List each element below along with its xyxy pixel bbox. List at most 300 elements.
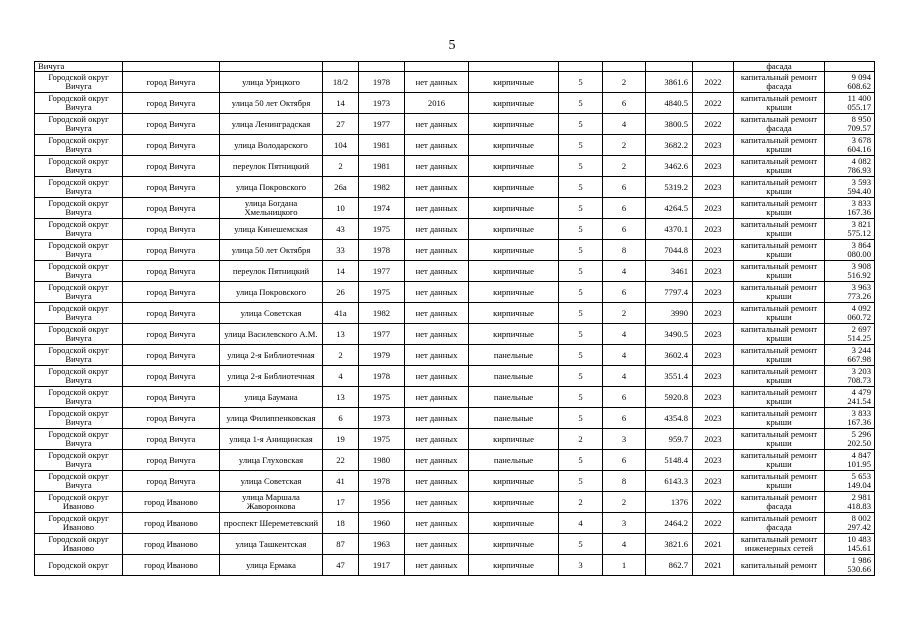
- cell-municipality: Городской округ Вичуга: [35, 303, 123, 324]
- cell-reconstruction-year: нет данных: [405, 282, 469, 303]
- cell-wall-material: кирпичные: [469, 555, 559, 576]
- table-row: [35, 387, 875, 408]
- cell-reconstruction-year: 2016: [405, 93, 469, 114]
- cell-settlement: город Иваново: [123, 513, 220, 534]
- cell-house-number: 43: [323, 219, 359, 240]
- cell-settlement: город Вичуга: [123, 408, 220, 429]
- cell-reconstruction-year: нет данных: [405, 240, 469, 261]
- cell-entrances: 4: [603, 324, 646, 345]
- cell-build-year: 1982: [359, 303, 405, 324]
- cell-wall-material: панельные: [469, 345, 559, 366]
- cell-entrances: 6: [603, 177, 646, 198]
- cell-street: улица Покровского: [220, 282, 323, 303]
- cell-floors: 5: [559, 114, 603, 135]
- cell-area: 7044.8: [646, 240, 693, 261]
- cell-reconstruction-year: нет данных: [405, 408, 469, 429]
- cell-street: переулок Пятницкий: [220, 156, 323, 177]
- table-row: [35, 366, 875, 387]
- cell-street: улица Ташкентская: [220, 534, 323, 555]
- cell-reconstruction-year: нет данных: [405, 471, 469, 492]
- cell-repair-year: 2023: [693, 198, 734, 219]
- cell-floors: 5: [559, 324, 603, 345]
- cell-wall-material: панельные: [469, 408, 559, 429]
- cell-municipality: Городской округ Вичуга: [35, 450, 123, 471]
- cell-build-year: 1978: [359, 240, 405, 261]
- cell-reconstruction-year: нет данных: [405, 387, 469, 408]
- cell-floors: 5: [559, 366, 603, 387]
- cell-wall-material: кирпичные: [469, 219, 559, 240]
- cell-cost: 3 593 594.40: [825, 177, 875, 198]
- cell-cost: 8 950 709.57: [825, 114, 875, 135]
- cell-repair-year: 2023: [693, 156, 734, 177]
- cell-entrances: 2: [603, 72, 646, 93]
- table-row: [35, 62, 875, 72]
- cell-street: [220, 62, 323, 72]
- cell-street: улица Кинешемская: [220, 219, 323, 240]
- cell-house-number: 22: [323, 450, 359, 471]
- cell-cost: 1 986 530.66: [825, 555, 875, 576]
- cell-work-type: капитальный ремонт крыши: [734, 429, 825, 450]
- cell-repair-year: 2023: [693, 282, 734, 303]
- cell-municipality: Городской округ Вичуга: [35, 135, 123, 156]
- cell-build-year: 1973: [359, 93, 405, 114]
- cell-repair-year: 2023: [693, 303, 734, 324]
- cell-municipality: Городской округ Вичуга: [35, 156, 123, 177]
- cell-wall-material: кирпичные: [469, 513, 559, 534]
- cell-street: улица Ермака: [220, 555, 323, 576]
- cell-municipality: Вичуга: [35, 62, 123, 72]
- cell-house-number: 2: [323, 156, 359, 177]
- cell-settlement: город Вичуга: [123, 261, 220, 282]
- table-row: [35, 135, 875, 156]
- cell-reconstruction-year: нет данных: [405, 261, 469, 282]
- table-row: [35, 198, 875, 219]
- cell-settlement: город Вичуга: [123, 345, 220, 366]
- table-row: [35, 72, 875, 93]
- cell-house-number: 104: [323, 135, 359, 156]
- table-row: [35, 345, 875, 366]
- cell-build-year: 1981: [359, 156, 405, 177]
- cell-settlement: город Вичуга: [123, 219, 220, 240]
- cell-floors: 5: [559, 93, 603, 114]
- cell-wall-material: кирпичные: [469, 135, 559, 156]
- cell-repair-year: 2022: [693, 513, 734, 534]
- cell-entrances: 4: [603, 534, 646, 555]
- cell-area: 3490.5: [646, 324, 693, 345]
- cell-municipality: Городской округ Вичуга: [35, 198, 123, 219]
- cell-area: 5148.4: [646, 450, 693, 471]
- cell-build-year: 1975: [359, 387, 405, 408]
- cell-reconstruction-year: нет данных: [405, 177, 469, 198]
- cell-street: улица Василевского А.М.: [220, 324, 323, 345]
- cell-area: 4840.5: [646, 93, 693, 114]
- cell-floors: 2: [559, 492, 603, 513]
- cell-municipality: Городской округ Вичуга: [35, 240, 123, 261]
- cell-build-year: 1975: [359, 219, 405, 240]
- cell-entrances: 1: [603, 555, 646, 576]
- cell-wall-material: кирпичные: [469, 492, 559, 513]
- cell-municipality: Городской округ Вичуга: [35, 429, 123, 450]
- cell-wall-material: панельные: [469, 450, 559, 471]
- cell-municipality: Городской округ Иваново: [35, 534, 123, 555]
- cell-build-year: 1978: [359, 366, 405, 387]
- cell-build-year: 1917: [359, 555, 405, 576]
- cell-work-type: фасада: [734, 62, 825, 72]
- page-number: 5: [448, 38, 456, 53]
- cell-street: улица Маршала Жаворонкова: [220, 492, 323, 513]
- cell-cost: 10 483 145.61: [825, 534, 875, 555]
- cell-reconstruction-year: нет данных: [405, 492, 469, 513]
- cell-entrances: 6: [603, 282, 646, 303]
- cell-cost: 8 002 297.42: [825, 513, 875, 534]
- cell-settlement: город Вичуга: [123, 366, 220, 387]
- cell-build-year: 1978: [359, 72, 405, 93]
- cell-settlement: город Вичуга: [123, 198, 220, 219]
- cell-floors: 5: [559, 135, 603, 156]
- table-row: [35, 177, 875, 198]
- cell-area: 3602.4: [646, 345, 693, 366]
- cell-entrances: 2: [603, 303, 646, 324]
- cell-cost: 3 833 167.36: [825, 408, 875, 429]
- cell-build-year: 1974: [359, 198, 405, 219]
- cell-repair-year: 2023: [693, 387, 734, 408]
- cell-area: 862.7: [646, 555, 693, 576]
- cell-municipality: Городской округ Вичуга: [35, 471, 123, 492]
- cell-settlement: город Вичуга: [123, 93, 220, 114]
- cell-entrances: 6: [603, 198, 646, 219]
- cell-repair-year: 2022: [693, 93, 734, 114]
- table-row: [35, 324, 875, 345]
- cell-floors: 5: [559, 261, 603, 282]
- cell-build-year: 1975: [359, 282, 405, 303]
- cell-entrances: 4: [603, 114, 646, 135]
- cell-municipality: Городской округ Вичуга: [35, 177, 123, 198]
- cell-entrances: 3: [603, 429, 646, 450]
- cell-repair-year: 2023: [693, 240, 734, 261]
- cell-house-number: 10: [323, 198, 359, 219]
- table-row: [35, 534, 875, 555]
- cell-area: [646, 62, 693, 72]
- cell-entrances: 2: [603, 492, 646, 513]
- cell-area: 3990: [646, 303, 693, 324]
- cell-repair-year: 2022: [693, 492, 734, 513]
- cell-repair-year: 2023: [693, 219, 734, 240]
- cell-wall-material: кирпичные: [469, 177, 559, 198]
- table-row: [35, 303, 875, 324]
- cell-house-number: 18: [323, 513, 359, 534]
- cell-repair-year: 2023: [693, 471, 734, 492]
- cell-municipality: Городской округ Вичуга: [35, 93, 123, 114]
- cell-house-number: 19: [323, 429, 359, 450]
- cell-house-number: 13: [323, 324, 359, 345]
- cell-floors: 5: [559, 303, 603, 324]
- cell-settlement: город Вичуга: [123, 177, 220, 198]
- cell-wall-material: кирпичные: [469, 534, 559, 555]
- table-row: [35, 429, 875, 450]
- cell-street: улица Урицкого: [220, 72, 323, 93]
- cell-municipality: Городской округ Вичуга: [35, 324, 123, 345]
- cell-build-year: 1960: [359, 513, 405, 534]
- cell-repair-year: 2023: [693, 429, 734, 450]
- cell-work-type: капитальный ремонт фасада: [734, 72, 825, 93]
- cell-work-type: капитальный ремонт крыши: [734, 135, 825, 156]
- cell-repair-year: 2022: [693, 114, 734, 135]
- cell-work-type: капитальный ремонт крыши: [734, 261, 825, 282]
- cell-settlement: город Иваново: [123, 534, 220, 555]
- cell-house-number: 47: [323, 555, 359, 576]
- cell-house-number: [323, 62, 359, 72]
- cell-repair-year: [693, 62, 734, 72]
- cell-wall-material: кирпичные: [469, 114, 559, 135]
- cell-wall-material: кирпичные: [469, 261, 559, 282]
- cell-wall-material: кирпичные: [469, 282, 559, 303]
- cell-floors: [559, 62, 603, 72]
- cell-build-year: 1982: [359, 177, 405, 198]
- cell-work-type: капитальный ремонт крыши: [734, 324, 825, 345]
- cell-repair-year: 2023: [693, 261, 734, 282]
- cell-cost: 4 847 101.95: [825, 450, 875, 471]
- cell-reconstruction-year: нет данных: [405, 135, 469, 156]
- cell-floors: 5: [559, 282, 603, 303]
- cell-work-type: капитальный ремонт: [734, 555, 825, 576]
- cell-house-number: 26а: [323, 177, 359, 198]
- cell-settlement: город Вичуга: [123, 72, 220, 93]
- table-row: [35, 219, 875, 240]
- cell-area: 4370.1: [646, 219, 693, 240]
- cell-work-type: капитальный ремонт крыши: [734, 198, 825, 219]
- table-row: [35, 114, 875, 135]
- cell-street: улица Филиппенковская: [220, 408, 323, 429]
- cell-reconstruction-year: нет данных: [405, 303, 469, 324]
- table-row: [35, 156, 875, 177]
- cell-entrances: 4: [603, 366, 646, 387]
- cell-settlement: город Вичуга: [123, 135, 220, 156]
- cell-build-year: [359, 62, 405, 72]
- cell-area: 3861.6: [646, 72, 693, 93]
- table-row: [35, 93, 875, 114]
- cell-build-year: 1977: [359, 324, 405, 345]
- cell-settlement: город Вичуга: [123, 471, 220, 492]
- cell-wall-material: кирпичные: [469, 93, 559, 114]
- cell-entrances: 6: [603, 408, 646, 429]
- cell-entrances: 8: [603, 240, 646, 261]
- cell-reconstruction-year: нет данных: [405, 198, 469, 219]
- cell-entrances: 6: [603, 93, 646, 114]
- cell-work-type: капитальный ремонт крыши: [734, 93, 825, 114]
- cell-street: улица Покровского: [220, 177, 323, 198]
- cell-settlement: город Вичуга: [123, 324, 220, 345]
- cell-entrances: 6: [603, 387, 646, 408]
- cell-area: 3800.5: [646, 114, 693, 135]
- cell-floors: 5: [559, 198, 603, 219]
- table-row: [35, 555, 875, 576]
- cell-house-number: 26: [323, 282, 359, 303]
- cell-area: 3821.6: [646, 534, 693, 555]
- cell-entrances: 6: [603, 219, 646, 240]
- table-row: [35, 408, 875, 429]
- cell-wall-material: кирпичные: [469, 471, 559, 492]
- cell-work-type: капитальный ремонт крыши: [734, 156, 825, 177]
- cell-entrances: 3: [603, 513, 646, 534]
- cell-floors: 4: [559, 513, 603, 534]
- cell-reconstruction-year: нет данных: [405, 513, 469, 534]
- cell-reconstruction-year: нет данных: [405, 366, 469, 387]
- cell-municipality: Городской округ Вичуга: [35, 408, 123, 429]
- cell-wall-material: кирпичные: [469, 324, 559, 345]
- cell-house-number: 2: [323, 345, 359, 366]
- cell-cost: [825, 62, 875, 72]
- housing-repair-table: [34, 61, 875, 576]
- cell-house-number: 41а: [323, 303, 359, 324]
- cell-house-number: 13: [323, 387, 359, 408]
- cell-reconstruction-year: нет данных: [405, 114, 469, 135]
- cell-entrances: 6: [603, 450, 646, 471]
- cell-work-type: капитальный ремонт крыши: [734, 366, 825, 387]
- cell-settlement: город Вичуга: [123, 282, 220, 303]
- cell-street: улица Баумана: [220, 387, 323, 408]
- table-row: [35, 261, 875, 282]
- cell-build-year: 1977: [359, 114, 405, 135]
- cell-area: 2464.2: [646, 513, 693, 534]
- cell-house-number: 87: [323, 534, 359, 555]
- table-row: [35, 240, 875, 261]
- cell-cost: 5 653 149.04: [825, 471, 875, 492]
- cell-floors: 5: [559, 387, 603, 408]
- cell-build-year: 1963: [359, 534, 405, 555]
- cell-area: 5920.8: [646, 387, 693, 408]
- cell-municipality: Городской округ Вичуга: [35, 345, 123, 366]
- table-row: [35, 282, 875, 303]
- cell-municipality: Городской округ Вичуга: [35, 282, 123, 303]
- cell-municipality: Городской округ Вичуга: [35, 366, 123, 387]
- cell-reconstruction-year: нет данных: [405, 555, 469, 576]
- cell-cost: 3 908 516.92: [825, 261, 875, 282]
- cell-wall-material: кирпичные: [469, 198, 559, 219]
- cell-repair-year: 2023: [693, 366, 734, 387]
- cell-repair-year: 2023: [693, 450, 734, 471]
- cell-floors: 5: [559, 219, 603, 240]
- cell-cost: 9 094 608.62: [825, 72, 875, 93]
- cell-street: улица Советская: [220, 471, 323, 492]
- cell-wall-material: панельные: [469, 366, 559, 387]
- cell-floors: 5: [559, 345, 603, 366]
- cell-wall-material: панельные: [469, 387, 559, 408]
- cell-entrances: 4: [603, 345, 646, 366]
- cell-street: улица Глуховская: [220, 450, 323, 471]
- cell-street: улица Богдана Хмельницкого: [220, 198, 323, 219]
- table-row: [35, 471, 875, 492]
- cell-area: 4264.5: [646, 198, 693, 219]
- cell-street: улица 50 лет Октября: [220, 93, 323, 114]
- cell-reconstruction-year: нет данных: [405, 324, 469, 345]
- cell-reconstruction-year: нет данных: [405, 429, 469, 450]
- cell-cost: 5 296 202.50: [825, 429, 875, 450]
- cell-build-year: 1980: [359, 450, 405, 471]
- cell-work-type: капитальный ремонт крыши: [734, 345, 825, 366]
- cell-repair-year: 2023: [693, 135, 734, 156]
- cell-cost: 4 082 786.93: [825, 156, 875, 177]
- cell-repair-year: 2022: [693, 72, 734, 93]
- cell-municipality: Городской округ Вичуга: [35, 219, 123, 240]
- cell-floors: 5: [559, 534, 603, 555]
- cell-street: улица 50 лет Октября: [220, 240, 323, 261]
- cell-build-year: 1981: [359, 135, 405, 156]
- cell-wall-material: кирпичные: [469, 303, 559, 324]
- cell-cost: 3 203 708.73: [825, 366, 875, 387]
- cell-street: улица Володарского: [220, 135, 323, 156]
- cell-work-type: капитальный ремонт крыши: [734, 240, 825, 261]
- cell-wall-material: кирпичные: [469, 72, 559, 93]
- cell-cost: 3 821 575.12: [825, 219, 875, 240]
- cell-repair-year: 2021: [693, 555, 734, 576]
- table-body: [35, 62, 875, 576]
- cell-settlement: город Иваново: [123, 555, 220, 576]
- cell-area: 3461: [646, 261, 693, 282]
- cell-work-type: капитальный ремонт крыши: [734, 450, 825, 471]
- cell-municipality: Городской округ Вичуга: [35, 72, 123, 93]
- cell-settlement: город Вичуга: [123, 156, 220, 177]
- cell-work-type: капитальный ремонт крыши: [734, 408, 825, 429]
- cell-build-year: 1979: [359, 345, 405, 366]
- cell-wall-material: кирпичные: [469, 429, 559, 450]
- cell-municipality: Городской округ: [35, 555, 123, 576]
- cell-area: 4354.8: [646, 408, 693, 429]
- cell-reconstruction-year: нет данных: [405, 72, 469, 93]
- cell-street: улица 2-я Библиотечная: [220, 366, 323, 387]
- cell-municipality: Городской округ Иваново: [35, 513, 123, 534]
- cell-area: 1376: [646, 492, 693, 513]
- cell-street: улица Советская: [220, 303, 323, 324]
- cell-build-year: 1956: [359, 492, 405, 513]
- cell-municipality: Городской округ Вичуга: [35, 261, 123, 282]
- cell-street: улица Ленинградская: [220, 114, 323, 135]
- cell-reconstruction-year: нет данных: [405, 219, 469, 240]
- cell-area: 3682.2: [646, 135, 693, 156]
- cell-settlement: город Вичуга: [123, 240, 220, 261]
- cell-build-year: 1977: [359, 261, 405, 282]
- cell-work-type: капитальный ремонт крыши: [734, 282, 825, 303]
- cell-floors: 3: [559, 555, 603, 576]
- cell-house-number: 41: [323, 471, 359, 492]
- cell-house-number: 18/2: [323, 72, 359, 93]
- cell-street: проспект Шереметевский: [220, 513, 323, 534]
- cell-settlement: город Вичуга: [123, 387, 220, 408]
- cell-settlement: город Вичуга: [123, 450, 220, 471]
- cell-cost: 3 244 667.98: [825, 345, 875, 366]
- cell-build-year: 1973: [359, 408, 405, 429]
- cell-reconstruction-year: [405, 62, 469, 72]
- cell-reconstruction-year: нет данных: [405, 534, 469, 555]
- cell-cost: 2 981 418.83: [825, 492, 875, 513]
- cell-municipality: Городской округ Иваново: [35, 492, 123, 513]
- cell-repair-year: 2023: [693, 177, 734, 198]
- cell-build-year: 1978: [359, 471, 405, 492]
- cell-reconstruction-year: нет данных: [405, 156, 469, 177]
- cell-area: 3462.6: [646, 156, 693, 177]
- cell-repair-year: 2023: [693, 345, 734, 366]
- cell-area: 959.7: [646, 429, 693, 450]
- cell-entrances: 2: [603, 156, 646, 177]
- cell-settlement: город Иваново: [123, 492, 220, 513]
- cell-house-number: 27: [323, 114, 359, 135]
- cell-house-number: 17: [323, 492, 359, 513]
- cell-floors: 5: [559, 177, 603, 198]
- cell-work-type: капитальный ремонт инженерных сетей: [734, 534, 825, 555]
- cell-area: 7797.4: [646, 282, 693, 303]
- cell-area: 6143.3: [646, 471, 693, 492]
- cell-floors: 5: [559, 450, 603, 471]
- cell-house-number: 14: [323, 93, 359, 114]
